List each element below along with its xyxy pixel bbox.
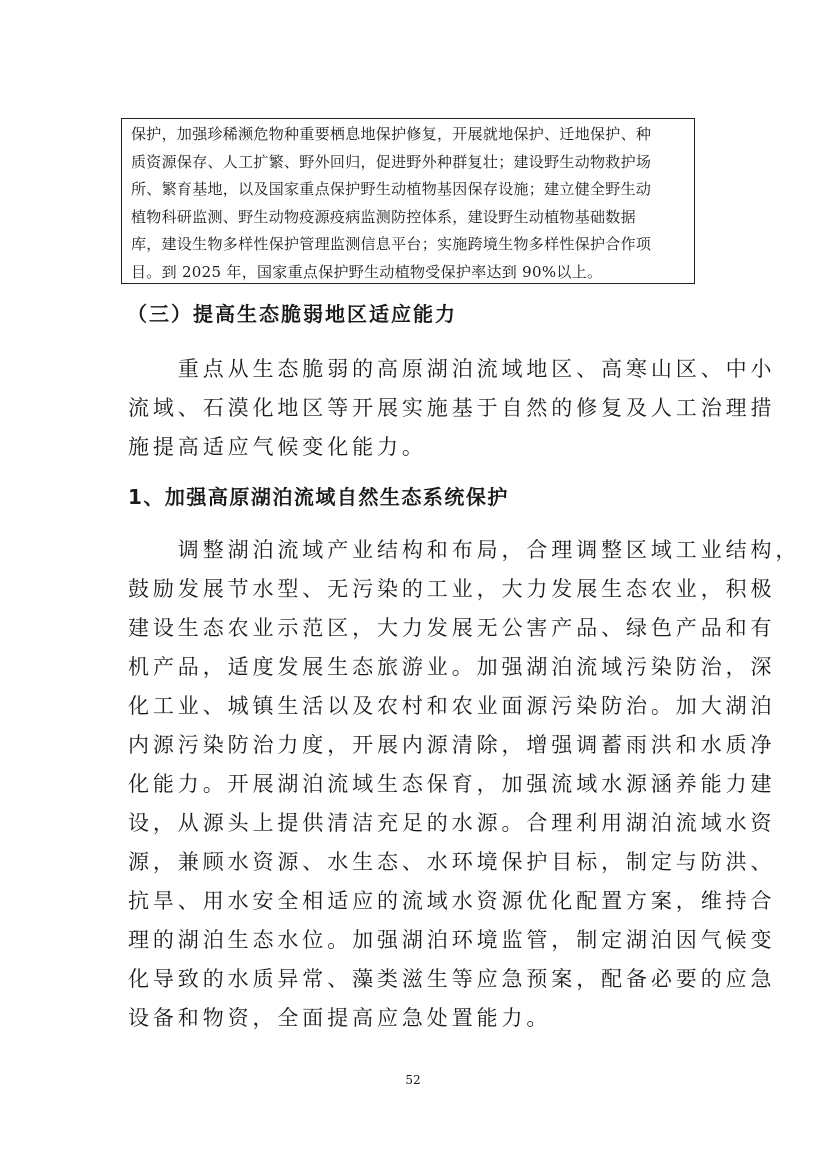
body-paragraph [128, 531, 801, 1038]
boxed-text-line: 目。到 2025 年，国家重点保护野生动植物受保护率达到 90%以上。 [131, 262, 603, 281]
boxed-text-line: 保护，加强珍稀濒危物种重要栖息地保护修复，开展就地保护、迁地保护、种 [131, 125, 652, 143]
paragraph-line: 设备和物资，全面提高应急处置能力。 [128, 1006, 552, 1030]
paragraph-line: 流域、石漠化地区等开展实施基于自然的修复及人工治理措 [128, 396, 776, 420]
paragraph-line: 建设生态农业示范区，大力发展无公害产品、绿色产品和有 [128, 616, 776, 640]
section-heading: （三）提高生态脆弱地区适应能力 [127, 302, 457, 326]
intro-paragraph [128, 350, 776, 467]
paragraph-line: 鼓励发展节水型、无污染的工业，大力发展生态农业，积极 [128, 577, 776, 601]
boxed-text-line: 植物科研监测、野生动物疫源疫病监测防控体系，建设野生动植物基础数据 [131, 207, 636, 226]
paragraph-line: 设，从源头上提供清洁充足的水源。合理利用湖泊流域水资 [128, 811, 776, 835]
page-number: 52 [405, 1073, 421, 1087]
paragraph-line: 理的湖泊生态水位。加强湖泊环境监管，制定湖泊因气候变 [128, 928, 776, 952]
boxed-text-line: 质资源保存、人工扩繁、野外回归，促进野外种群复壮；建设野生动物救护场 [131, 152, 652, 171]
paragraph-line: 重点从生态脆弱的高原湖泊流域地区、高寒山区、中小 [128, 357, 776, 381]
paragraph-line: 抗旱、用水安全相适应的流域水资源优化配置方案，维持合 [128, 889, 776, 913]
paragraph-line: 施提高适应气候变化能力。 [128, 435, 427, 459]
paragraph-line: 化工业、城镇生活以及农村和农业面源污染防治。加大湖泊 [128, 694, 776, 718]
paragraph-line: 机产品，适度发展生态旅游业。加强湖泊流域污染防治，深 [128, 655, 776, 679]
paragraph-line: 化能力。开展湖泊流域生态保育，加强流域水源涵养能力建 [128, 772, 776, 796]
paragraph-line: 源，兼顾水资源、水生态、水环境保护目标，制定与防洪、 [128, 850, 776, 874]
boxed-text-line: 所、繁育基地，以及国家重点保护野生动植物基因保存设施；建立健全野生动 [131, 180, 652, 198]
paragraph-line: 调整湖泊流域产业结构和布局，合理调整区域工业结构， [128, 538, 801, 562]
subsection-heading: 1、加强高原湖泊流域自然生态系统保护 [128, 485, 509, 509]
paragraph-line: 内源污染防治力度，开展内源清除，增强调蓄雨洪和水质净 [128, 733, 776, 757]
paragraph-line: 化导致的水质异常、藻类滋生等应急预案，配备必要的应急 [128, 967, 776, 991]
boxed-text-panel [121, 118, 695, 284]
boxed-text-line: 库，建设生物多样性保护管理监测信息平台；实施跨境生物多样性保护合作项 [131, 235, 652, 253]
